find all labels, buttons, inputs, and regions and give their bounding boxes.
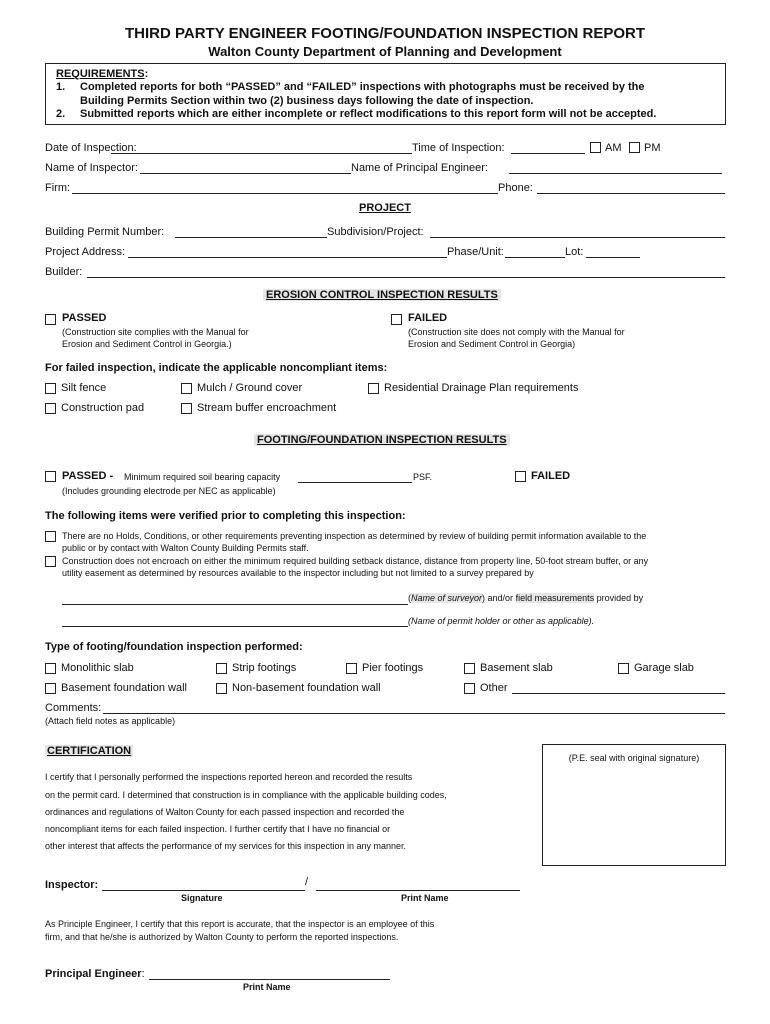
pm-checkbox[interactable] xyxy=(629,142,640,153)
drainage-plan-label: Residential Drainage Plan requirements xyxy=(384,382,579,394)
firm-label: Firm: xyxy=(45,182,71,194)
no-holds-text: There are no Holds, Conditions, or other requirements preventing inspection as determined by review of building permit information available to the xyxy=(62,531,647,541)
inspector-label: Inspector: xyxy=(45,879,99,891)
drainage-plan-checkbox[interactable] xyxy=(368,383,379,394)
silt-fence-checkbox[interactable] xyxy=(45,383,56,394)
signature-caption: Signature xyxy=(181,893,223,903)
principal-print-name-field[interactable] xyxy=(149,979,390,980)
requirement-item: Building Permits Section within two (2) business days following the date of inspection. xyxy=(80,95,534,107)
lot-field[interactable] xyxy=(586,257,640,258)
lot-label: Lot: xyxy=(565,246,584,258)
basement-wall-checkbox[interactable] xyxy=(45,683,56,694)
date-label: Date of Inspection: xyxy=(45,142,137,154)
certification-text: on the permit card. I determined that construction is in compliance with the applicable building codes, xyxy=(45,790,447,800)
permit-number-label: Building Permit Number: xyxy=(45,226,165,238)
no-holds-checkbox[interactable] xyxy=(45,531,56,542)
footing-passed-label: PASSED - xyxy=(62,470,114,482)
erosion-failed-note: (Construction site does not comply with the Manual for xyxy=(408,327,625,337)
page-title: THIRD PARTY ENGINEER FOOTING/FOUNDATION INSPECTION REPORT xyxy=(124,25,646,42)
construction-pad-checkbox[interactable] xyxy=(45,403,56,414)
footing-failed-checkbox[interactable] xyxy=(515,471,526,482)
pm-label: PM xyxy=(644,142,661,154)
other-label: Other xyxy=(480,682,508,694)
permit-number-field[interactable] xyxy=(175,237,327,238)
certification-text: other interest that affects the performance of my services for this inspection in any manner. xyxy=(45,841,407,851)
date-field[interactable] xyxy=(111,153,412,154)
phone-field[interactable] xyxy=(537,193,725,194)
other-field[interactable] xyxy=(512,693,725,694)
non-basement-wall-label: Non-basement foundation wall xyxy=(232,682,381,694)
surveyor-note: (Name of surveyor) and/or field measurements provided by xyxy=(408,593,644,603)
pier-footings-checkbox[interactable] xyxy=(346,663,357,674)
no-encroach-text: utility easement as determined by resources available to the inspector including but not limited to a survey prepared by xyxy=(62,568,534,578)
pe-seal-label: (P.E. seal with original signature) xyxy=(568,753,700,763)
am-checkbox[interactable] xyxy=(590,142,601,153)
monolithic-slab-checkbox[interactable] xyxy=(45,663,56,674)
erosion-passed-label: PASSED xyxy=(62,312,107,324)
phase-label: Phase/Unit: xyxy=(447,246,504,258)
project-address-field[interactable] xyxy=(128,257,447,258)
garage-slab-checkbox[interactable] xyxy=(618,663,629,674)
certification-text: I certify that I personally performed the inspections reported hereon and recorded the results xyxy=(45,772,413,782)
soil-capacity-field[interactable] xyxy=(298,482,412,483)
comments-field[interactable] xyxy=(103,713,725,714)
basement-slab-checkbox[interactable] xyxy=(464,663,475,674)
principal-engineer-field[interactable] xyxy=(509,173,722,174)
requirements-heading: REQUIREMENTS: xyxy=(56,68,149,80)
phase-field[interactable] xyxy=(505,257,565,258)
project-address-label: Project Address: xyxy=(45,246,126,258)
print-name-caption: Print Name xyxy=(401,893,449,903)
footing-passed-detail: Minimum required soil bearing capacity xyxy=(124,472,281,482)
mulch-checkbox[interactable] xyxy=(181,383,192,394)
inspector-print-name-field[interactable] xyxy=(316,890,520,891)
permit-holder-note: (Name of permit holder or other as applicable). xyxy=(408,616,595,626)
subdivision-label: Subdivision/Project: xyxy=(327,226,424,238)
inspector-signature-field[interactable] xyxy=(102,890,305,891)
principal-cert-text: As Principle Engineer, I certify that this report is accurate, that the inspector is an employee of this xyxy=(45,919,435,929)
verified-heading: The following items were verified prior to completing this inspection: xyxy=(45,510,406,522)
erosion-failed-label: FAILED xyxy=(408,312,448,324)
certification-text: ordinances and regulations of Walton County for each passed inspection and recorded the xyxy=(45,807,405,817)
no-encroach-text: Construction does not encroach on either the minimum required building setback distance, distance from property line, 50-foot stream buffer, or any xyxy=(62,556,649,566)
am-label: AM xyxy=(605,142,622,154)
time-field[interactable] xyxy=(511,153,585,154)
builder-label: Builder: xyxy=(45,266,83,278)
strip-footings-label: Strip footings xyxy=(232,662,297,674)
other-checkbox[interactable] xyxy=(464,683,475,694)
principal-print-name-caption: Print Name xyxy=(243,982,291,992)
permit-holder-field[interactable] xyxy=(62,626,408,627)
erosion-passed-note: Erosion and Sediment Control in Georgia.) xyxy=(62,339,232,349)
psf-label: PSF. xyxy=(413,472,433,482)
principal-cert-text: firm, and that he/she is authorized by Walton County to perform the reported inspections. xyxy=(45,932,399,942)
project-heading: PROJECT xyxy=(359,202,411,214)
monolithic-slab-label: Monolithic slab xyxy=(61,662,134,674)
erosion-passed-checkbox[interactable] xyxy=(45,314,56,325)
stream-buffer-checkbox[interactable] xyxy=(181,403,192,414)
requirement-number: 1. xyxy=(56,81,66,93)
requirement-item: Submitted reports which are either incomplete or reflect modifications to this report form will not be accepted. xyxy=(80,108,657,120)
no-encroach-checkbox[interactable] xyxy=(45,556,56,567)
footing-failed-label: FAILED xyxy=(531,470,571,482)
requirement-number: 2. xyxy=(56,108,66,120)
inspector-name-label: Name of Inspector: xyxy=(45,162,138,174)
stream-buffer-label: Stream buffer encroachment xyxy=(197,402,337,414)
pier-footings-label: Pier footings xyxy=(362,662,424,674)
firm-field[interactable] xyxy=(72,193,498,194)
types-heading: Type of footing/foundation inspection performed: xyxy=(45,641,303,653)
slash: / xyxy=(305,876,309,888)
noncompliant-heading: For failed inspection, indicate the applicable noncompliant items: xyxy=(45,362,388,374)
non-basement-wall-checkbox[interactable] xyxy=(216,683,227,694)
garage-slab-label: Garage slab xyxy=(634,662,694,674)
attach-note: (Attach field notes as applicable) xyxy=(45,716,176,726)
footing-passed-checkbox[interactable] xyxy=(45,471,56,482)
silt-fence-label: Silt fence xyxy=(61,382,107,394)
erosion-passed-note: (Construction site complies with the Manual for xyxy=(62,327,249,337)
footing-heading: FOOTING/FOUNDATION INSPECTION RESULTS xyxy=(254,434,510,446)
surveyor-field[interactable] xyxy=(62,604,408,605)
inspector-name-field[interactable] xyxy=(140,173,351,174)
no-holds-text: public or by contact with Walton County Building Permits staff. xyxy=(62,543,309,553)
footing-passed-note: (Includes grounding electrode per NEC as applicable) xyxy=(62,486,276,496)
construction-pad-label: Construction pad xyxy=(61,402,145,414)
basement-slab-label: Basement slab xyxy=(480,662,553,674)
time-label: Time of Inspection: xyxy=(412,142,505,154)
principal-engineer-sign-label: Principal Engineer: xyxy=(45,968,145,980)
erosion-failed-checkbox[interactable] xyxy=(391,314,402,325)
page-subtitle: Walton County Department of Planning and Development xyxy=(208,44,562,59)
mulch-label: Mulch / Ground cover xyxy=(197,382,303,394)
principal-engineer-label: Name of Principal Engineer: xyxy=(351,162,488,174)
requirement-item: Completed reports for both “PASSED” and “FAILED” inspections with photographs must be received by the xyxy=(80,81,645,93)
erosion-heading: EROSION CONTROL INSPECTION RESULTS xyxy=(263,289,501,301)
phone-label: Phone: xyxy=(498,182,533,194)
basement-wall-label: Basement foundation wall xyxy=(61,682,187,694)
erosion-failed-note: Erosion and Sediment Control in Georgia) xyxy=(408,339,576,349)
comments-label: Comments: xyxy=(45,702,102,714)
certification-heading: CERTIFICATION xyxy=(47,745,132,757)
subdivision-field[interactable] xyxy=(430,237,725,238)
certification-text: noncompliant items for each failed inspection. I further certify that I have no financial or xyxy=(45,824,391,834)
builder-field[interactable] xyxy=(87,277,725,278)
strip-footings-checkbox[interactable] xyxy=(216,663,227,674)
